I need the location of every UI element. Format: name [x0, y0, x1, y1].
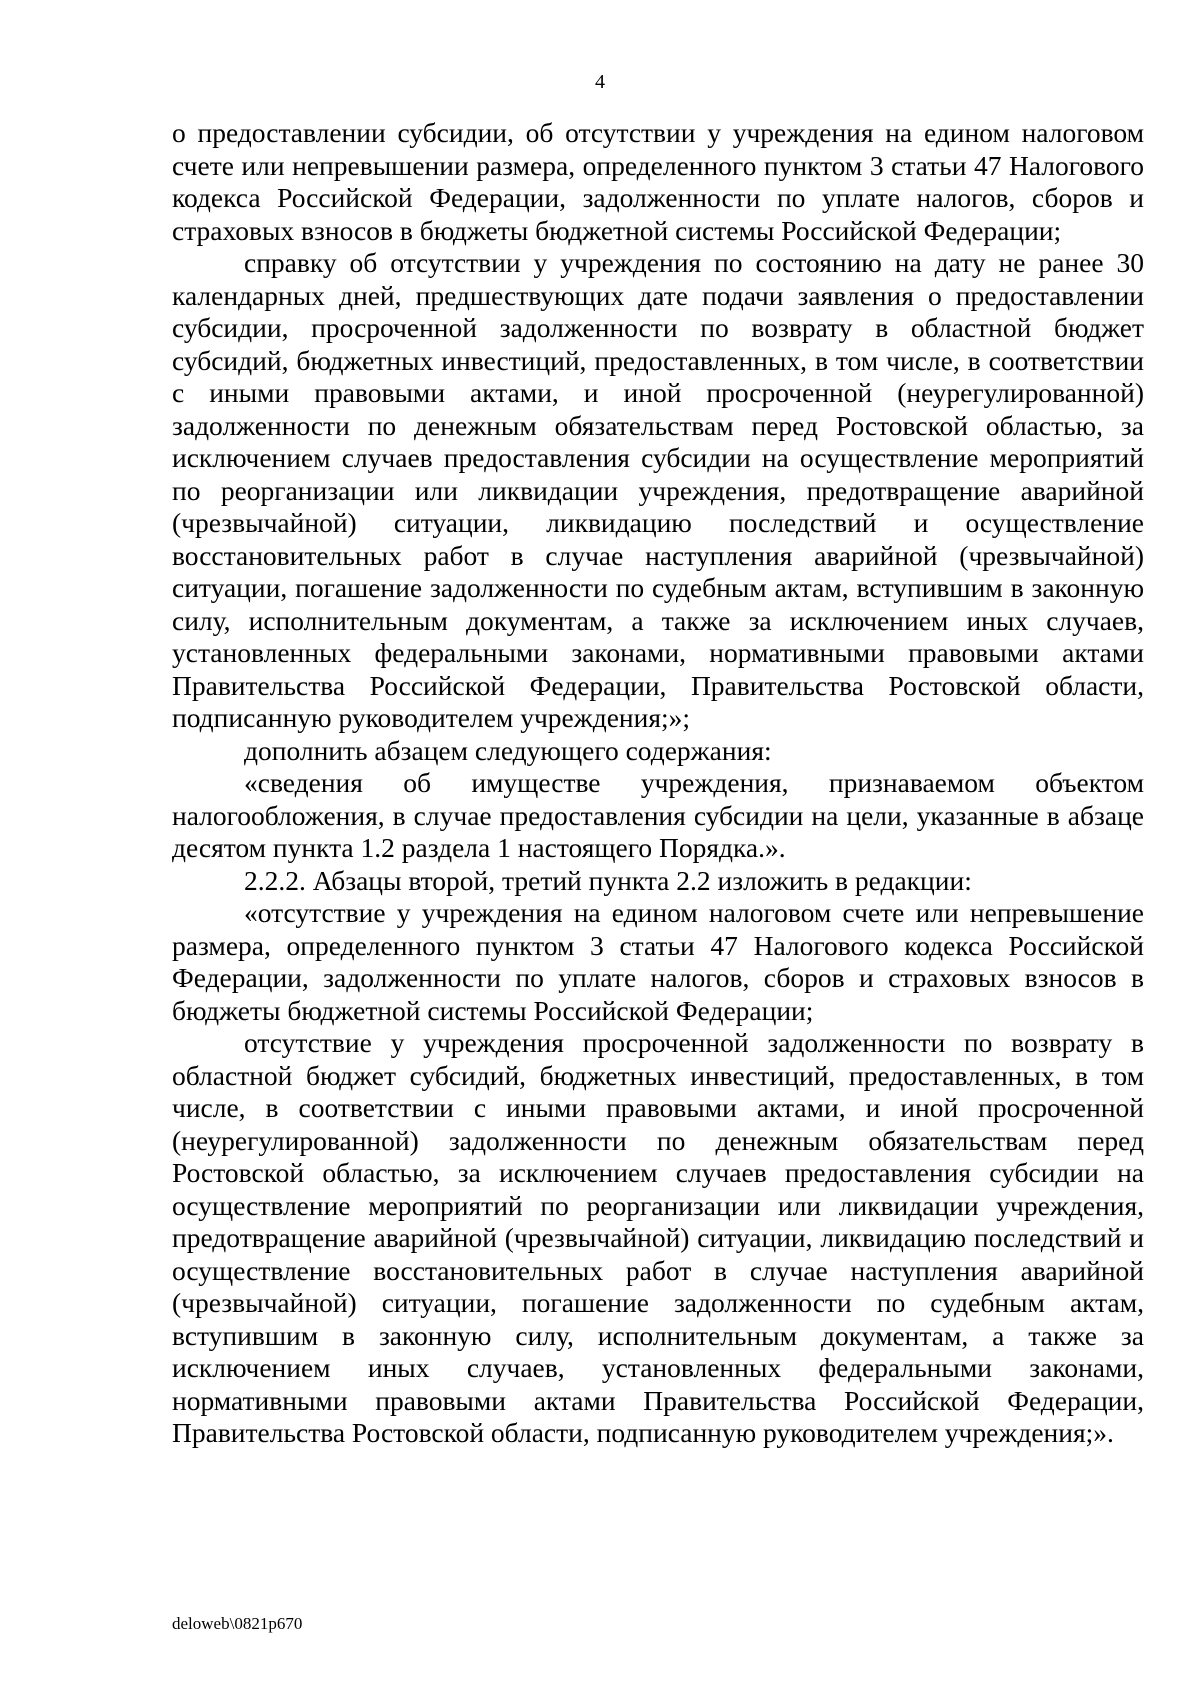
paragraph-continuation: о предоставлении субсидии, об отсутствии у учреждения на едином налоговом счете или непревышении размера, определенного пунктом 3 статьи 47 Налогового кодекса Российской Федерации, задолженности по уплате налогов, сборов и страховых взносов в бюджеты бюджетной системы Российской Федерации; — [172, 117, 1144, 246]
paragraph-property-info: «сведения об имуществе учреждения, признаваемом объектом налогообложения, в случае предоставления субсидии на цели, указанные в абзаце десятом пункта 1.2 раздела 1 настоящего Порядка.». — [172, 767, 1144, 863]
document-code: deloweb\0821p670 — [172, 1614, 303, 1633]
paragraph-certificate: справку об отсутствии у учреждения по состоянию на дату не ранее 30 календарных дней, предшествующих дате подачи заявления о предоставлении субсидии, просроченной задолженности по возврату в областной бюджет субсидий, бюджетных инвестиций, предоставленных, в том числе, в соответствии с иными правовыми актами, и иной просроченной (неурегулированной) задолженности по денежным обязательствам перед Ростовской областью, за исключением случаев предоставления субсидии на осуществление мероприятий по реорганизации или ликвидации учреждения, предотвращение аварийной (чрезвычайной) ситуации, ликвидацию последствий и осуществление восстановительных работ в случае наступления аварийной (чрезвычайной) ситуации, погашение задолженности по судебным актам, вступившим в законную силу, исполнительным документам, а также за исключением иных случаев, установленных федеральными законами, нормативными правовыми актами Правительства Российской Федерации, Правительства Ростовской области, подписанную руководителем учреждения;»; — [172, 247, 1144, 733]
paragraph-supplement-intro: дополнить абзацем следующего содержания: — [244, 734, 772, 766]
paragraph-section-2-2-2: 2.2.2. Абзацы второй, третий пункта 2.2 изложить в редакции: — [244, 864, 972, 896]
page-number: 4 — [595, 71, 605, 93]
paragraph-debt-absence: отсутствие у учреждения просроченной задолженности по возврату в областной бюджет субсидий, бюджетных инвестиций, предоставленных, в том числе, в соответствии с иными правовыми актами, и иной просроченной (неурегулированной) задолженности по денежным обязательствам перед Ростовской областью, за исключением случаев предоставления субсидии на осуществление мероприятий по реорганизации или ликвидации учреждения, предотвращение аварийной (чрезвычайной) ситуации, ликвидацию последствий и осуществление восстановительных работ в случае наступления аварийной (чрезвычайной) ситуации, погашение задолженности по судебным актам, вступившим в законную силу, исполнительным документам, а также за исключением иных случаев, установленных федеральными законами, нормативными правовыми актами Правительства Российской Федерации, Правительства Ростовской области, подписанную руководителем учреждения;». — [172, 1027, 1144, 1448]
document-body — [172, 117, 1144, 1450]
paragraph-tax-absence: «отсутствие у учреждения на едином налоговом счете или непревышение размера, определенного пунктом 3 статьи 47 Налогового кодекса Российской Федерации, задолженности по уплате налогов, сборов и страховых взносов в бюджеты бюджетной системы Российской Федерации; — [172, 897, 1144, 1026]
